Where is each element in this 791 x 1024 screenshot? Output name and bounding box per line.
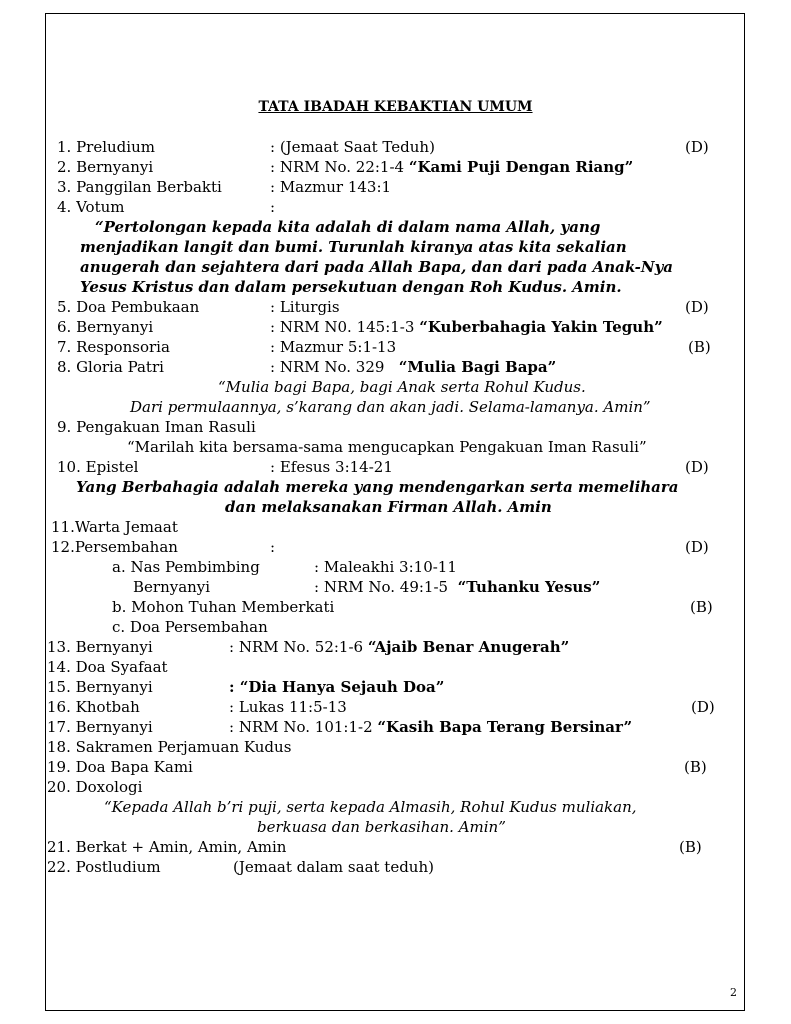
item-role: (B) (684, 758, 707, 776)
item-detail: : (270, 538, 276, 556)
epistel-line: Yang Berbahagia adalah mereka yang mendengarkan serta memelihara (76, 478, 679, 496)
item-label: 5. Doa Pembukaan (57, 298, 200, 316)
sub-item-label: c. Doa Persembahan (112, 618, 268, 636)
item-role: (D) (685, 538, 709, 556)
pengakuan-line: “Marilah kita bersama-sama mengucapkan Pengakuan Iman Rasuli” (127, 438, 647, 456)
item-label: 10. Epistel (57, 458, 139, 476)
item-label: 14. Doa Syafaat (47, 658, 168, 676)
song-title: “Ajaib Benar Anugerah” (367, 638, 570, 656)
item-label: 17. Bernyanyi (47, 718, 153, 736)
song-title: “Mulia Bagi Bapa” (398, 358, 557, 376)
item-role: (B) (690, 598, 713, 616)
item-detail (270, 357, 556, 377)
item-detail-text: : NRM No. 101:1-2 (229, 718, 373, 736)
song-title: “Kasih Bapa Terang Bersinar” (377, 718, 633, 736)
gloria-line: “Mulia bagi Bapa, bagi Anak serta Rohul Kudus. (218, 378, 586, 396)
item-detail (314, 577, 600, 597)
item-label: 2. Bernyanyi (57, 158, 154, 176)
votum-line: “Pertolongan kepada kita adalah di dalam nama Allah, yang (95, 218, 601, 236)
item-label: 19. Doa Bapa Kami (47, 758, 193, 776)
item-detail-text: : NRM No. 49:1-5 (314, 578, 449, 596)
item-label: 22. Postludium (47, 858, 161, 876)
item-label: 20. Doxologi (47, 778, 143, 796)
item-detail (270, 157, 633, 177)
item-detail: : (Jemaat Saat Teduh) (270, 138, 435, 156)
item-detail: : (270, 198, 276, 216)
doxologi-line: berkuasa dan berkasihan. Amin” (257, 818, 506, 836)
epistel-line: dan melaksanakan Firman Allah. Amin (225, 498, 552, 516)
votum-line: anugerah dan sejahtera dari pada Allah Bapa, dan dari pada Anak-Nya (80, 258, 674, 276)
item-label: 12.Persembahan (51, 538, 178, 556)
item-label: 1. Preludium (57, 138, 155, 156)
sub-item-label: a. Nas Pembimbing (112, 558, 260, 576)
song-title: “Tuhanku Yesus” (457, 578, 601, 596)
page-number: 2 (730, 986, 737, 999)
votum-line: menjadikan langit dan bumi. Turunlah kiranya atas kita sekalian (80, 238, 627, 256)
item-role: (B) (679, 838, 702, 856)
sub-item-label: Bernyanyi (133, 578, 211, 596)
item-detail: : Lukas 11:5-13 (229, 698, 347, 716)
item-detail-text: : NRM N0. 145:1-3 (270, 318, 415, 336)
doxologi-line: “Kepada Allah b’ri puji, serta kepada Almasih, Rohul Kudus muliakan, (104, 798, 637, 816)
item-role: (D) (685, 138, 709, 156)
page-title: TATA IBADAH KEBAKTIAN UMUM (258, 99, 533, 115)
item-label: 11.Warta Jemaat (51, 518, 178, 536)
item-label: 15. Bernyanyi (47, 678, 153, 696)
item-detail: (Jemaat dalam saat teduh) (233, 858, 434, 876)
item-detail: : Mazmur 5:1-13 (270, 338, 397, 356)
item-detail: : Mazmur 143:1 (270, 178, 392, 196)
item-role: (B) (688, 338, 711, 356)
item-detail-text: : NRM No. 22:1-4 (270, 158, 405, 176)
gloria-line: Dari permulaannya, s’karang dan akan jadi. Selama-lamanya. Amin” (130, 398, 651, 416)
item-label: 4. Votum (57, 198, 125, 216)
item-detail-text: : NRM No. 329 (270, 358, 385, 376)
votum-line: Yesus Kristus dan dalam persekutuan dengan Roh Kudus. Amin. (80, 278, 622, 296)
item-detail (270, 317, 663, 337)
item-label: 9. Pengakuan Iman Rasuli (57, 418, 256, 436)
item-detail-text: : NRM No. 52:1-6 (229, 638, 364, 656)
item-label: 18. Sakramen Perjamuan Kudus (47, 738, 292, 756)
item-role: (D) (685, 458, 709, 476)
item-role: (D) (685, 298, 709, 316)
item-label: 6. Bernyanyi (57, 318, 154, 336)
song-title: “Kami Puji Dengan Riang” (408, 158, 634, 176)
song-title: “Kuberbahagia Yakin Teguh” (419, 318, 663, 336)
item-detail: : Maleakhi 3:10-11 (314, 558, 457, 576)
item-label: 3. Panggilan Berbakti (57, 178, 222, 196)
song-title: : “Dia Hanya Sejauh Doa” (229, 678, 445, 696)
item-detail (229, 717, 632, 737)
item-detail (229, 637, 569, 657)
item-label: 13. Bernyanyi (47, 638, 153, 656)
item-role: (D) (691, 698, 715, 716)
item-label: 21. Berkat + Amin, Amin, Amin (47, 838, 287, 856)
item-detail: : Efesus 3:14-21 (270, 458, 393, 476)
sub-item-label: b. Mohon Tuhan Memberkati (112, 598, 335, 616)
item-label: 7. Responsoria (57, 338, 170, 356)
item-label: 16. Khotbah (47, 698, 140, 716)
item-detail: : Liturgis (270, 298, 340, 316)
item-label: 8. Gloria Patri (57, 358, 164, 376)
